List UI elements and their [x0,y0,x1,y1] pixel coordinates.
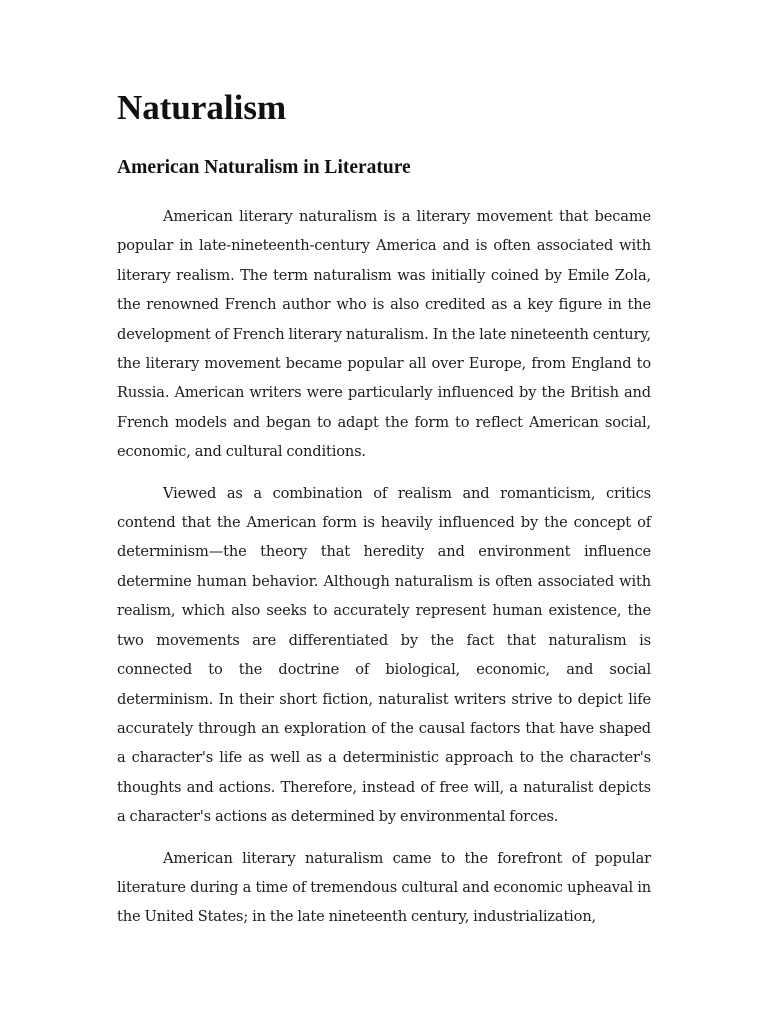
paragraph-2: Viewed as a combination of realism and romanticism, critics contend that the American form is heavily influenced by the concept of determinism—the theory that heredity and environment influence determine human behavior. Although naturalism is often associated with realism, which also seeks to accurately represent human existence, the two movements are differentiated by the fact that naturalism is connected to the doctrine of biological, economic, and social determinism. In their short fiction, naturalist writers strive to depict life accurately through an exploration of the causal factors that have shaped a character's life as well as a deterministic approach to the character's thoughts and actions. Therefore, instead of free will, a naturalist depicts a character's actions as determined by environmental forces. [117,484,651,826]
body-text [117,202,651,932]
paragraph-3: American literary naturalism came to the forefront of popular literature during a time of tremendous cultural and economic upheaval in the United States; in the late nineteenth century, industrialization, [117,849,651,926]
page-title: Naturalism [117,88,287,127]
section-heading: American Naturalism in Literature [117,157,411,178]
paragraph-1: American literary naturalism is a literary movement that became popular in late-nineteenth-century America and is often associated with literary realism. The term naturalism was initially coined by Emile Zola, the renowned French author who is also credited as a key figure in the development of French literary naturalism. In the late nineteenth century, the literary movement became popular all over Europe, from England to Russia. American writers were particularly influenced by the British and French models and began to adapt the form to reflect American social, economic, and cultural conditions. [117,208,651,461]
document-page [117,86,651,944]
